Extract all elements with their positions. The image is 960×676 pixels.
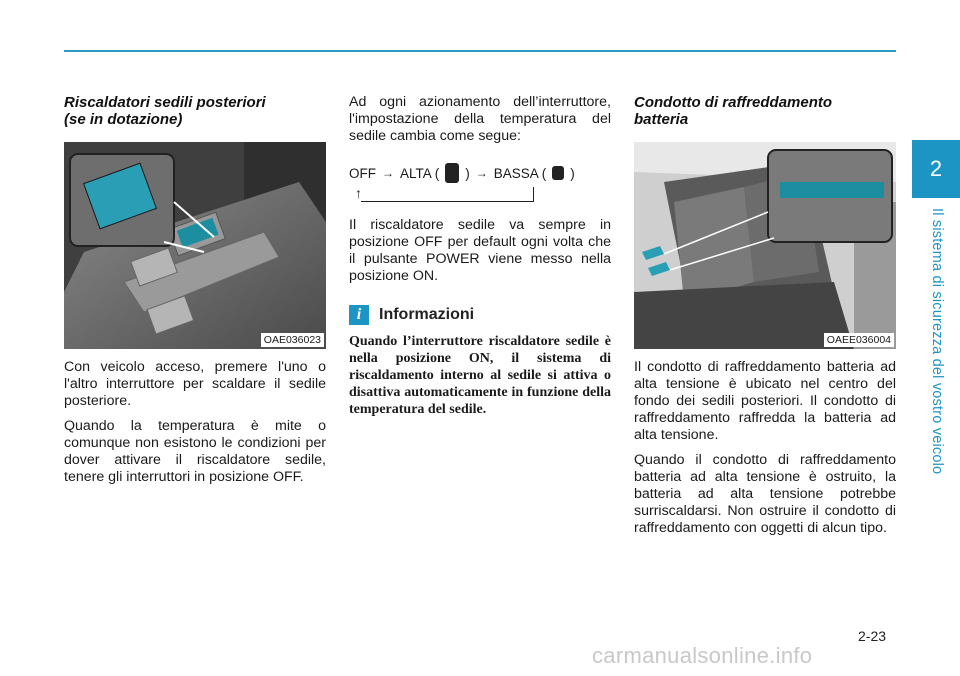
heat-sequence: OFF → ALTA ( ) → BASSA ( ): [349, 163, 611, 183]
top-rule: [64, 50, 896, 52]
info-title: Informazioni: [379, 306, 475, 323]
right-arrow-icon: →: [475, 166, 488, 180]
figure-code: OAE036023: [261, 333, 324, 347]
info-text: Quando l’interruttore riscaldatore sedile è nella posizione ON, il sistema di riscaldamento interno al sedile si attiva o disattiva automaticamente in funzione della temperatura del sedile.: [349, 334, 611, 417]
seat-heat-high-icon: [445, 163, 459, 183]
paragraph: Quando la temperatura è mite o comunque non esistono le condizioni per dover attivare il riscaldatore sedile, tenere gli interruttori in posizione OFF.: [64, 418, 326, 485]
seq-off: OFF: [349, 165, 376, 181]
right-arrow-icon: →: [382, 166, 394, 180]
seq-alta: ALTA (: [400, 165, 440, 181]
seat-heater-switch-figure: [64, 142, 326, 349]
cooling-duct-heading: Condotto di raffreddamento batteria: [634, 94, 833, 128]
cooling-duct-figure: [634, 142, 896, 349]
watermark: carmanualsonline.info: [592, 643, 813, 668]
door-panel-illustration: [64, 142, 326, 349]
up-arrow-icon: ↑: [355, 185, 362, 201]
paragraph: Il riscaldatore sedile va sempre in posizione OFF per default ogni volta che il pulsante POWER viene messo nella posizione ON.: [349, 217, 611, 284]
rear-seat-illustration: [634, 142, 896, 349]
sequence-loop-line: [349, 187, 611, 207]
info-icon: i: [349, 305, 369, 325]
seat-heater-heading: Riscaldatori sedili posteriori (se in dotazione): [64, 94, 266, 128]
info-header: [349, 305, 611, 325]
chapter-number: 2: [929, 156, 943, 181]
left-column: [64, 94, 326, 494]
page-number: 2-23: [858, 628, 887, 644]
chapter-title-vertical: Il sistema di sicurezza del vostro veicolo: [929, 208, 945, 475]
chapter-number-tab: [912, 140, 960, 198]
figure-code: OAEE036004: [824, 333, 894, 347]
paragraph: Con veicolo acceso, premere l'uno o l'altro interruttore per scaldare il sedile posteriore.: [64, 359, 326, 409]
middle-column: [349, 94, 611, 418]
paragraph: Quando il condotto di raffreddamento batteria ad alta tensione è ostruito, la batteria ad alta tensione potrebbe surriscaldarsi. Non ostruire il condotto di raffreddamento con oggetti di alcun tipo.: [634, 452, 896, 536]
intro-paragraph: Ad ogni azionamento dell’interruttore, l'impostazione della temperatura del sedile cambia come segue:: [349, 94, 611, 144]
right-column: [634, 94, 896, 545]
paragraph: Il condotto di raffreddamento batteria ad alta tensione è ubicato nel centro del fondo dei sedili posteriori. Il condotto di raffreddamento raffredda la batteria ad alta tensione.: [634, 359, 896, 443]
seq-bassa: BASSA (: [493, 165, 547, 181]
seat-heat-low-icon: [552, 166, 564, 180]
